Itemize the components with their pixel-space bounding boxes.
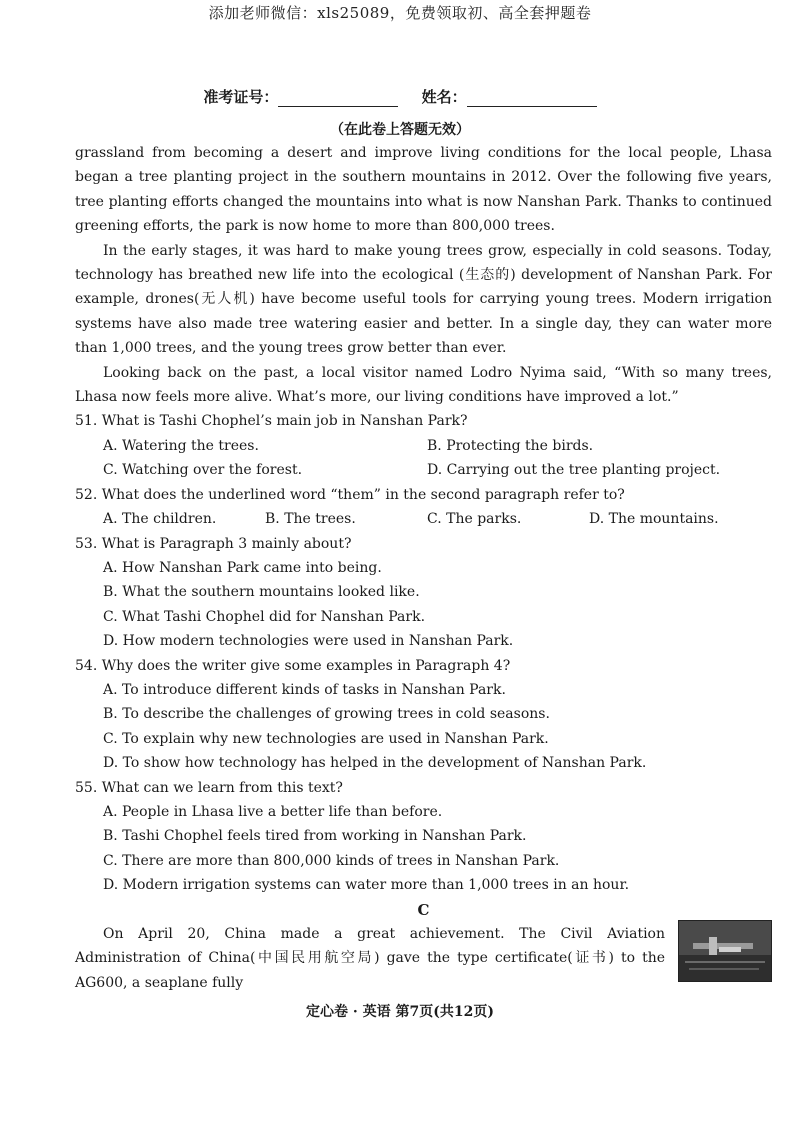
question-55-option-d: D. Modern irrigation systems can water more than 1,000 trees in an hour. [103, 877, 630, 894]
exam-header [0, 86, 800, 107]
seaplane-icon [679, 921, 771, 981]
question-54-option-c: C. To explain why new technologies are used in Nanshan Park. [103, 730, 549, 747]
student-name-label: 姓名： [421, 88, 467, 106]
exam-number-label: 准考证号： [203, 88, 279, 106]
question-52-option-a: A. The children. [103, 511, 217, 528]
question-55-option-b: B. Tashi Chophel feels tired from working in Nanshan Park. [103, 828, 527, 845]
watermark-banner: 添加老师微信：xls25089，免费领取初、高全套押题卷 [208, 4, 592, 22]
question-55-stem: 55. What can we learn from this text? [75, 779, 343, 796]
student-name-blank [467, 92, 597, 107]
question-52-stem: 52. What does the underlined word “them” in the second paragraph refer to? [75, 486, 625, 503]
section-c-paragraph: On April 20, China made a great achievement. The Civil Aviation Administration of China(中国民用航空局) gave the type certificate(证书) to the AG600, a seaplane fully [75, 926, 665, 991]
question-54-option-a: A. To introduce different kinds of tasks in Nanshan Park. [103, 681, 506, 698]
question-54-option-d: D. To show how technology has helped in the development of Nanshan Park. [103, 755, 647, 772]
question-51-stem: 51. What is Tashi Chophel’s main job in Nanshan Park? [75, 413, 468, 430]
question-53-option-b: B. What the southern mountains looked like. [103, 584, 420, 601]
question-53-option-a: A. How Nanshan Park came into being. [103, 559, 382, 576]
question-55-option-a: A. People in Lhasa live a better life than before. [103, 803, 443, 820]
answer-notice: （在此卷上答题无效） [330, 122, 470, 138]
question-53-stem: 53. What is Paragraph 3 mainly about? [75, 535, 352, 552]
seaplane-photo [678, 920, 772, 982]
question-51-options-row-1 [103, 434, 772, 458]
page-content [75, 141, 772, 995]
question-52-option-b: B. The trees. [265, 511, 356, 528]
question-54-option-b: B. To describe the challenges of growing trees in cold seasons. [103, 706, 550, 723]
question-52-options [103, 507, 772, 531]
question-51-option-d: D. Carrying out the tree planting project. [427, 462, 721, 479]
exam-number-blank [278, 92, 398, 107]
question-53-option-d: D. How modern technologies were used in Nanshan Park. [103, 633, 514, 650]
question-52-option-c: C. The parks. [427, 511, 522, 528]
page-footer: 定心卷 · 英语 第7页(共12页) [306, 1004, 494, 1020]
question-52-option-d: D. The mountains. [589, 511, 719, 528]
question-51-options-row-2 [103, 458, 772, 482]
question-55-option-c: C. There are more than 800,000 kinds of trees in Nanshan Park. [103, 852, 560, 869]
question-53-option-c: C. What Tashi Chophel did for Nanshan Park. [103, 608, 426, 625]
question-51-option-a: A. Watering the trees. [103, 437, 259, 454]
passage-paragraph-2: In the early stages, it was hard to make young trees grow, especially in cold seasons. Today, technology has breathed new life into the ecological (生态的) development of Nanshan Park. For example, drones(无人机) have become useful tools for carrying young trees. Modern irrigation systems have also made tree watering easier and better. In a single day, they can water more than 1,000 trees, and the young trees grow better than ever. [75, 242, 772, 357]
question-51-option-c: C. Watching over the forest. [103, 462, 303, 479]
section-c-heading: C [417, 900, 430, 919]
section-c-block [75, 922, 772, 995]
question-54-stem: 54. Why does the writer give some examples in Paragraph 4? [75, 657, 511, 674]
question-51-option-b: B. Protecting the birds. [427, 437, 594, 454]
passage-paragraph-3: Looking back on the past, a local visitor named Lodro Nyima said, “With so many trees, Lhasa now feels more alive. What’s more, our living conditions have improved a lot.” [75, 364, 772, 406]
passage-paragraph-1: grassland from becoming a desert and improve living conditions for the local people, Lhasa began a tree planting project in the southern mountains in 2012. Over the following five years, tree planting efforts changed the mountains into what is now Nanshan Park. Thanks to continued greening efforts, the park is now home to more than 800,000 trees. [75, 145, 772, 235]
